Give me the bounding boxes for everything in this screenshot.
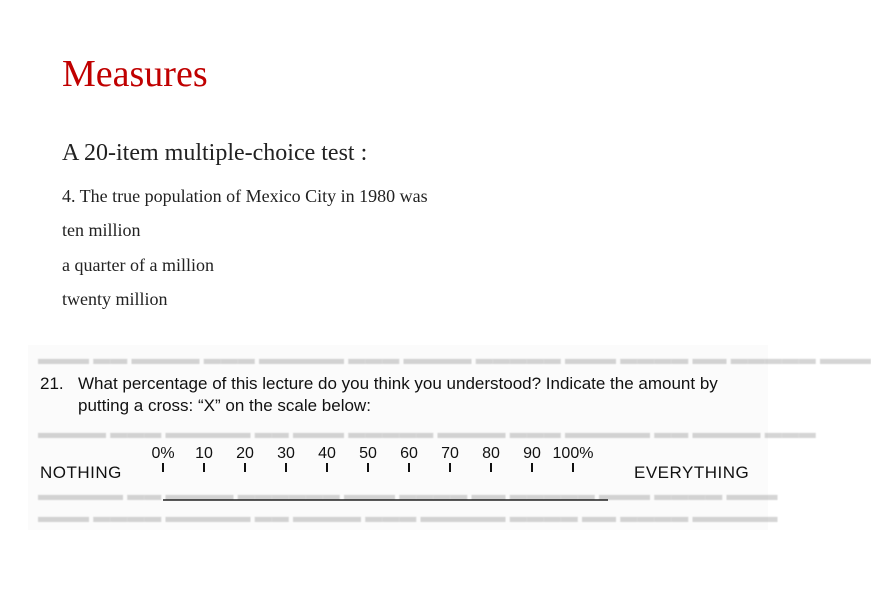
question-text: 4. The true population of Mexico City in 1980 was: [62, 186, 428, 206]
scale-tick-label: 0%: [151, 445, 175, 462]
option-3: twenty million: [62, 289, 168, 309]
scale-tick-label: 80: [482, 445, 500, 462]
bleed-through-text: ▬▬▬▬ ▬▬▬ ▬▬▬▬▬ ▬▬ ▬▬▬ ▬▬▬▬▬ ▬▬▬▬ ▬▬▬ ▬▬▬▬▬ ▬▬ ▬▬▬▬ ▬▬▬: [38, 423, 816, 442]
bleed-through-text: ▬▬▬▬▬ ▬▬ ▬▬▬▬ ▬▬▬▬▬▬ ▬▬▬ ▬▬▬▬ ▬▬ ▬▬▬▬▬ ▬▬▬ ▬▬▬▬ ▬▬▬: [38, 485, 778, 504]
bleed-through-text: ▬▬▬ ▬▬▬▬ ▬▬▬▬▬ ▬▬ ▬▬▬▬ ▬▬▬ ▬▬▬▬▬ ▬▬▬▬ ▬▬ ▬▬▬▬ ▬▬▬▬▬: [38, 507, 778, 526]
option-2: a quarter of a million: [62, 255, 214, 275]
scale-right-label: EVERYTHING: [634, 463, 750, 482]
scale-left-label: NOTHING: [40, 463, 122, 482]
slide-subtitle: A 20-item multiple-choice test :: [62, 140, 368, 166]
scan-question-line1: What percentage of this lecture do you think you understood? Indicate the amount by: [78, 374, 718, 393]
scale-tick-label: 90: [523, 445, 541, 462]
percentage-scale: [28, 345, 871, 530]
scale-tick-label: 10: [195, 445, 213, 462]
slide-title: Measures: [62, 53, 208, 95]
scan-question-line2: putting a cross: “X” on the scale below:: [78, 396, 371, 415]
scanned-questionnaire-image: [28, 345, 871, 530]
option-1: ten million: [62, 220, 141, 240]
scale-tick-label: 70: [441, 445, 459, 462]
scale-tick-label: 100%: [552, 445, 594, 462]
bleed-through-text: ▬▬▬ ▬▬ ▬▬▬▬ ▬▬▬ ▬▬▬▬▬ ▬▬▬ ▬▬▬▬ ▬▬▬▬▬ ▬▬▬ ▬▬▬▬ ▬▬ ▬▬▬▬▬ ▬▬▬: [38, 349, 871, 368]
scale-tick-label: 20: [236, 445, 254, 462]
scale-tick-label: 50: [359, 445, 377, 462]
scale-tick-label: 60: [400, 445, 418, 462]
scan-question-number: 21.: [40, 374, 64, 393]
scale-tick-label: 30: [277, 445, 295, 462]
scale-tick-label: 40: [318, 445, 336, 462]
